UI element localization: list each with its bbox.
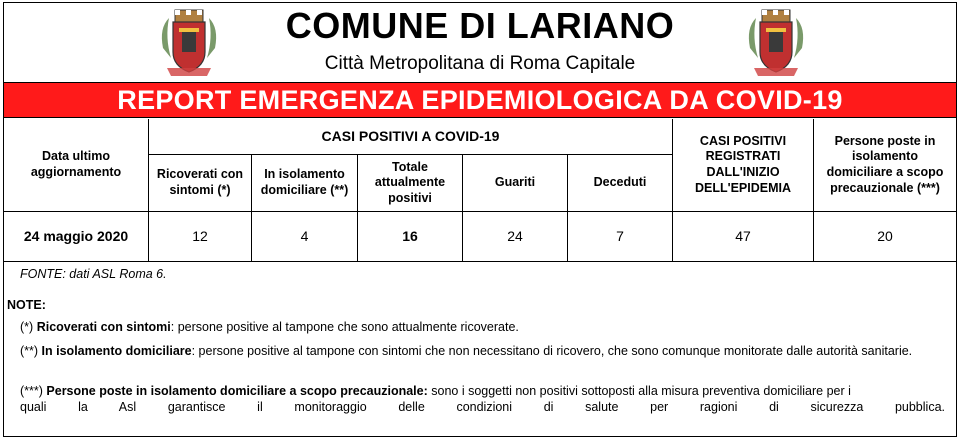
note-isolamento (20, 343, 945, 359)
note-ricoverati (20, 319, 945, 335)
header-precauzionale: Persone poste in isolamento domiciliare a scopo precauzionale (***) (814, 119, 956, 212)
note-term: Persone poste in isolamento domiciliare a scopo precauzionale: (46, 384, 428, 398)
note-term: In isolamento domiciliare (41, 344, 192, 358)
value-totale: 16 (358, 212, 463, 262)
notes-heading: NOTE: (7, 298, 46, 312)
note-marker: (*) (20, 320, 34, 334)
subheader-totale: Totale attualmente positivi (358, 155, 463, 212)
note-text-continued: quali la Asl garantisce il monitoraggio delle condizioni di salute per ragioni di sicurezza pubblica. (20, 400, 945, 414)
subheader-ricoverati: Ricoverati con sintomi (*) (149, 155, 252, 212)
note-text: : persone positive al tampone che sono attualmente ricoverate. (170, 320, 519, 334)
note-marker: (***) (20, 384, 43, 398)
value-deceduti: 7 (568, 212, 673, 262)
report-frame (3, 2, 957, 437)
report-banner: REPORT EMERGENZA EPIDEMIOLOGICA DA COVID-19 (4, 82, 956, 118)
subheader-deceduti: Deceduti (568, 155, 673, 212)
note-text: : persone positive al tampone con sintomi che non necessitano di ricovero, che sono comunque monitorate dalle autorità sanitarie. (191, 344, 913, 358)
row-date: 24 maggio 2020 (4, 212, 149, 262)
header (4, 3, 956, 81)
value-isolamento: 4 (252, 212, 358, 262)
value-guariti: 24 (463, 212, 568, 262)
note-marker: (**) (20, 344, 39, 358)
subheader-isolamento: In isolamento domiciliare (**) (252, 155, 358, 212)
page-subtitle: Città Metropolitana di Roma Capitale (324, 53, 636, 74)
header-date: Data ultimo aggiornamento (4, 119, 149, 212)
note-text: sono i soggetti non positivi sottoposti alla misura preventiva domiciliare per i (427, 384, 851, 398)
value-registrati: 47 (673, 212, 814, 262)
note-term: Ricoverati con sintomi (36, 320, 171, 334)
page-title: COMUNE DI LARIANO (285, 5, 675, 46)
value-ricoverati: 12 (149, 212, 252, 262)
source-note: FONTE: dati ASL Roma 6. (20, 267, 167, 281)
note-precauzionale (20, 383, 945, 415)
subheader-guariti: Guariti (463, 155, 568, 212)
header-registrati: CASI POSITIVI REGISTRATI DALL'INIZIO DELL'EPIDEMIA (673, 119, 814, 212)
value-precauzionale: 20 (814, 212, 956, 262)
header-casi-positivi: CASI POSITIVI A COVID-19 (149, 119, 673, 155)
coat-of-arms-icon (744, 8, 808, 80)
